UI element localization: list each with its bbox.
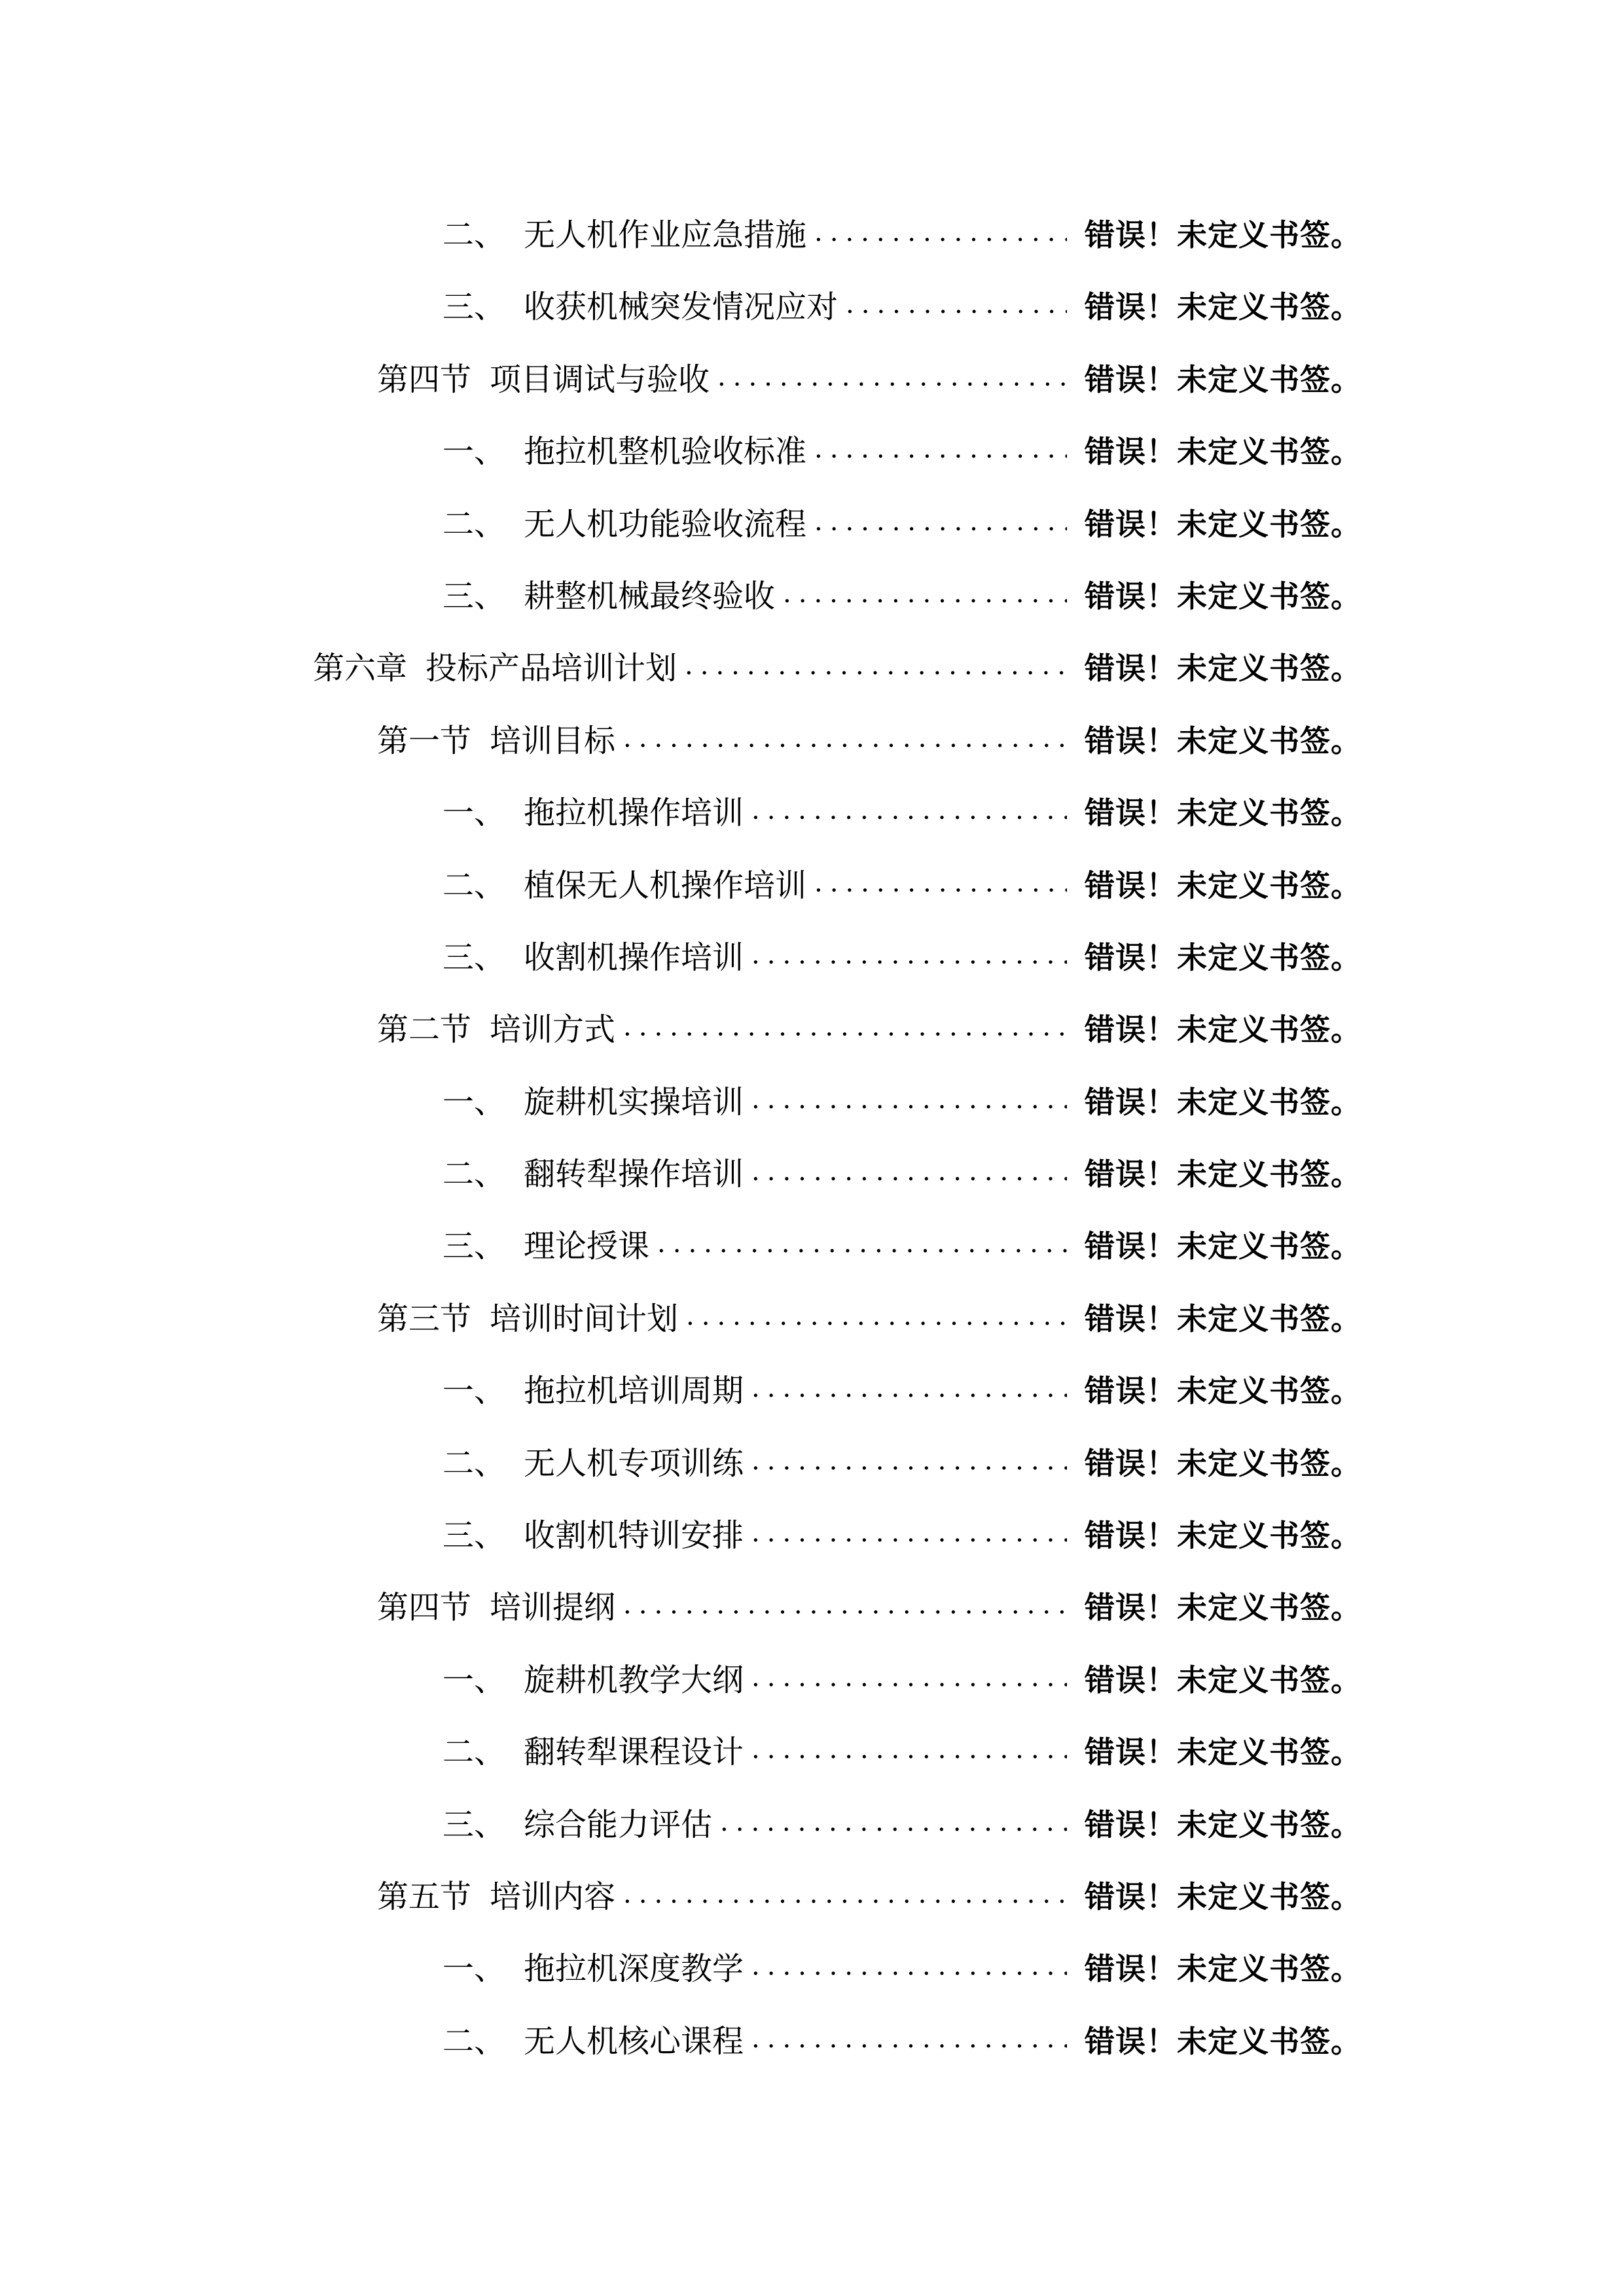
toc-entry-number: 一、 (442, 1950, 506, 1988)
toc-entry-number: 三、 (442, 577, 506, 615)
toc-leader-dots (623, 1585, 1067, 1624)
toc-entry-title: 拖拉机深度教学 (524, 1950, 744, 1988)
toc-entry[interactable] (0, 1136, 1624, 1208)
toc-page-reference: 错误！未定义书签。 (1085, 1229, 1362, 1265)
toc-entry-line (377, 1299, 1362, 1338)
toc-entry[interactable] (0, 414, 1624, 486)
toc-entry[interactable] (0, 848, 1624, 920)
toc-entry[interactable] (0, 2003, 1624, 2075)
toc-entry-line (442, 432, 1362, 471)
toc-entry-line (442, 1083, 1362, 1122)
toc-entry-title: 综合能力评估 (524, 1806, 713, 1843)
toc-entry[interactable] (0, 630, 1624, 702)
toc-leader-dots (623, 1007, 1067, 1047)
toc-entry-number: 二、 (442, 1734, 506, 1771)
toc-entry[interactable] (0, 269, 1624, 341)
toc-page-reference: 错误！未定义书签。 (1085, 506, 1362, 542)
toc-entry[interactable] (0, 558, 1624, 630)
toc-entry-title: 培训时间计划 (490, 1300, 679, 1337)
toc-entry[interactable] (0, 1208, 1624, 1280)
toc-page-reference: 错误！未定义书签。 (1085, 2023, 1362, 2059)
toc-entry[interactable] (0, 1426, 1624, 1498)
toc-entry[interactable] (0, 1498, 1624, 1570)
toc-entry-line (442, 938, 1362, 977)
toc-entry-number: 二、 (442, 867, 506, 904)
toc-entry-number: 三、 (442, 289, 506, 326)
toc-leader-dots (846, 285, 1067, 324)
toc-leader-dots (623, 719, 1067, 758)
toc-entry-number: 第四节 (377, 361, 472, 398)
toc-page-reference: 错误！未定义书签。 (1085, 1373, 1362, 1409)
toc-entry-title: 收获机械突发情况应对 (524, 289, 839, 326)
toc-entry-number: 一、 (442, 1661, 506, 1698)
toc-entry-number: 第五节 (377, 1878, 472, 1915)
toc-entry-number: 第四节 (377, 1589, 472, 1626)
toc-entry-number: 第六章 (313, 650, 408, 687)
toc-entry-number: 三、 (442, 1806, 506, 1843)
toc-leader-dots (814, 863, 1067, 903)
toc-entry-title: 理论授课 (524, 1228, 650, 1265)
toc-entry-number: 二、 (442, 2022, 506, 2060)
toc-page-reference: 错误！未定义书签。 (1085, 651, 1362, 687)
toc-entry[interactable] (0, 703, 1624, 775)
toc-leader-dots (751, 1946, 1067, 1986)
toc-leader-dots (751, 1152, 1067, 1191)
toc-page-reference: 错误！未定义书签。 (1085, 578, 1362, 614)
toc-page-reference: 错误！未定义书签。 (1085, 217, 1362, 253)
toc-entry-line (313, 649, 1362, 688)
toc-leader-dots (686, 1297, 1067, 1336)
toc-entry-number: 二、 (442, 217, 506, 253)
toc-page-reference: 错误！未定义书签。 (1085, 1300, 1362, 1336)
toc-page-reference: 错误！未定义书签。 (1085, 434, 1362, 470)
toc-entry-title: 拖拉机操作培训 (524, 795, 744, 832)
toc-entry[interactable] (0, 775, 1624, 847)
toc-entry-number: 一、 (442, 433, 506, 471)
toc-leader-dots (751, 1441, 1067, 1480)
toc-page-reference: 错误！未定义书签。 (1085, 1445, 1362, 1481)
table-of-contents (0, 197, 1624, 2075)
toc-entry-number: 三、 (442, 939, 506, 976)
toc-entry[interactable] (0, 486, 1624, 558)
toc-entry-line (442, 287, 1362, 327)
toc-entry-line (442, 1805, 1362, 1844)
toc-entry[interactable] (0, 1931, 1624, 2003)
toc-entry-number: 第一节 (377, 722, 472, 759)
toc-page-reference: 错误！未定义书签。 (1085, 1084, 1362, 1120)
toc-entry-title: 无人机作业应急措施 (524, 217, 807, 253)
toc-entry-title: 旋耕机教学大纲 (524, 1661, 744, 1698)
toc-leader-dots (814, 502, 1067, 541)
toc-page-reference: 错误！未定义书签。 (1085, 1806, 1362, 1842)
toc-page-reference: 错误！未定义书签。 (1085, 1518, 1362, 1554)
toc-entry-title: 培训内容 (490, 1878, 616, 1915)
toc-page-reference: 错误！未定义书签。 (1085, 1951, 1362, 1987)
toc-entry-title: 投标产品培训计划 (425, 650, 677, 687)
toc-leader-dots (685, 646, 1067, 685)
toc-entry-line (442, 1732, 1362, 1772)
toc-entry-line (377, 1588, 1362, 1627)
toc-entry[interactable] (0, 1642, 1624, 1714)
toc-entry[interactable] (0, 1787, 1624, 1859)
toc-leader-dots (751, 1369, 1067, 1408)
toc-leader-dots (814, 429, 1067, 469)
toc-entry-title: 无人机功能验收流程 (524, 505, 807, 543)
toc-entry-line (442, 2022, 1362, 2061)
toc-entry-line (442, 866, 1362, 905)
toc-entry-number: 一、 (442, 1372, 506, 1410)
toc-entry-title: 培训目标 (490, 722, 616, 759)
toc-entry-number: 二、 (442, 505, 506, 543)
toc-entry-line (442, 793, 1362, 833)
toc-leader-dots (751, 935, 1067, 975)
toc-entry-line (442, 1516, 1362, 1555)
toc-page-reference: 错误！未定义书签。 (1085, 1157, 1362, 1193)
toc-page-reference: 错误！未定义书签。 (1085, 1012, 1362, 1048)
toc-entry-number: 第三节 (377, 1300, 472, 1337)
toc-leader-dots (783, 574, 1067, 613)
toc-entry-title: 耕整机械最终验收 (524, 577, 776, 615)
toc-entry-title: 无人机专项训练 (524, 1444, 744, 1482)
toc-entry[interactable] (0, 920, 1624, 992)
toc-page-reference: 错误！未定义书签。 (1085, 1590, 1362, 1626)
toc-entry[interactable] (0, 1570, 1624, 1641)
toc-leader-dots (751, 2019, 1067, 2058)
toc-entry-title: 培训方式 (490, 1011, 616, 1049)
toc-entry-number: 二、 (442, 1156, 506, 1193)
toc-entry-line (442, 1660, 1362, 1700)
toc-leader-dots (751, 1513, 1067, 1552)
toc-leader-dots (814, 213, 1067, 252)
toc-entry-line (442, 1444, 1362, 1483)
toc-entry-title: 拖拉机整机验收标准 (524, 433, 807, 471)
toc-entry[interactable] (0, 992, 1624, 1064)
toc-entry[interactable] (0, 1714, 1624, 1786)
toc-entry-line (442, 505, 1362, 544)
toc-leader-dots (751, 1658, 1067, 1697)
toc-page-reference: 错误！未定义书签。 (1085, 939, 1362, 975)
toc-entry-number: 三、 (442, 1228, 506, 1265)
toc-leader-dots (751, 1080, 1067, 1119)
toc-entry-line (442, 1371, 1362, 1410)
toc-entry-line (377, 1877, 1362, 1916)
toc-entry-number: 三、 (442, 1517, 506, 1554)
toc-page-reference: 错误！未定义书签。 (1085, 1734, 1362, 1770)
toc-entry-line (377, 721, 1362, 761)
toc-entry-title: 翻转犁操作培训 (524, 1156, 744, 1193)
toc-entry-line (377, 1010, 1362, 1049)
toc-page-reference: 错误！未定义书签。 (1085, 361, 1362, 397)
toc-entry-number: 一、 (442, 1083, 506, 1121)
toc-page-reference: 错误！未定义书签。 (1085, 289, 1362, 325)
toc-entry-title: 旋耕机实操培训 (524, 1083, 744, 1121)
toc-entry-title: 收割机操作培训 (524, 939, 744, 976)
toc-page-reference: 错误！未定义书签。 (1085, 1878, 1362, 1914)
toc-page-reference: 错误！未定义书签。 (1085, 723, 1362, 759)
toc-entry[interactable] (0, 197, 1624, 269)
toc-leader-dots (657, 1224, 1067, 1263)
toc-entry-line (442, 215, 1362, 255)
toc-entry-title: 培训提纲 (490, 1589, 616, 1626)
toc-entry-line (442, 1949, 1362, 1988)
toc-entry-title: 植保无人机操作培训 (524, 867, 807, 904)
toc-entry[interactable] (0, 1064, 1624, 1136)
toc-entry-line (377, 360, 1362, 399)
toc-entry-number: 第二节 (377, 1011, 472, 1049)
toc-entry-title: 无人机核心课程 (524, 2022, 744, 2060)
toc-entry[interactable] (0, 342, 1624, 414)
toc-entry-title: 拖拉机培训周期 (524, 1372, 744, 1410)
toc-leader-dots (751, 1730, 1067, 1769)
toc-leader-dots (623, 1874, 1067, 1914)
toc-page-reference: 错误！未定义书签。 (1085, 1662, 1362, 1698)
toc-entry-number: 二、 (442, 1444, 506, 1482)
toc-entry-title: 项目调试与验收 (490, 361, 710, 398)
toc-entry-line (442, 1155, 1362, 1194)
toc-page-reference: 错误！未定义书签。 (1085, 867, 1362, 903)
toc-entry[interactable] (0, 1281, 1624, 1353)
toc-entry-line (442, 577, 1362, 616)
toc-entry-line (442, 1227, 1362, 1266)
toc-entry[interactable] (0, 1859, 1624, 1931)
toc-leader-dots (720, 1803, 1067, 1842)
toc-leader-dots (751, 791, 1067, 830)
toc-entry-title: 收割机特训安排 (524, 1517, 744, 1554)
toc-entry[interactable] (0, 1353, 1624, 1425)
toc-leader-dots (717, 357, 1067, 397)
toc-entry-number: 一、 (442, 795, 506, 832)
toc-entry-title: 翻转犁课程设计 (524, 1734, 744, 1771)
toc-page-reference: 错误！未定义书签。 (1085, 795, 1362, 831)
